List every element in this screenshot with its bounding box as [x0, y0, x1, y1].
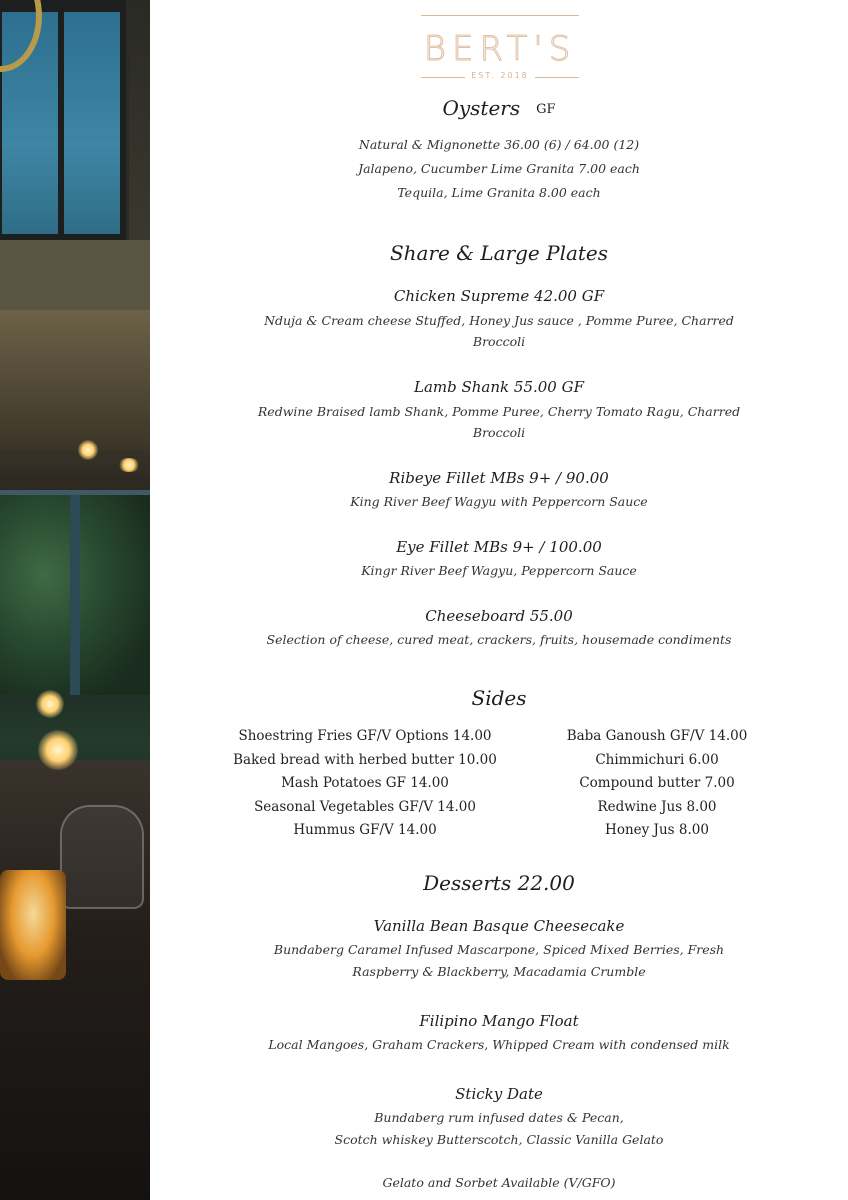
- dessert-name: Sticky Date: [455, 1085, 543, 1103]
- menu-item-name: Ribeye Fillet MBs 9+ / 90.00: [389, 469, 609, 487]
- menu-item-desc: Redwine Braised lamb Shank, Pomme Puree, Cherry Tomato Ragu, Charred: [257, 404, 741, 419]
- share-heading: Share & Large Plates: [389, 241, 609, 265]
- sides-left-column: [230, 726, 500, 844]
- menu-item-desc: Broccoli: [472, 334, 526, 349]
- restaurant-photo: [0, 0, 150, 1200]
- side-item: Shoestring Fries GF/V Options 14.00: [238, 728, 492, 744]
- side-item: Mash Potatoes GF 14.00: [281, 775, 449, 792]
- logo-established: EST. 2018: [471, 71, 529, 80]
- dessert-name: Vanilla Bean Basque Cheesecake: [373, 917, 625, 935]
- desserts-heading: Desserts 22.00: [423, 871, 575, 895]
- berts-logo: [421, 15, 579, 83]
- menu: [150, 0, 848, 1200]
- side-item: Baba Ganoush GF/V 14.00: [566, 728, 748, 744]
- side-item: Honey Jus 8.00: [605, 822, 709, 839]
- sides-heading: Sides: [471, 686, 527, 710]
- menu-item-name: Chicken Supreme 42.00 GF: [393, 287, 605, 305]
- desserts-footer-note: Gelato and Sorbet Available (V/GFO): [382, 1175, 616, 1190]
- side-item: Compound butter 7.00: [579, 775, 735, 792]
- side-item: Baked bread with herbed butter 10.00: [233, 751, 497, 768]
- oysters-heading: Oysters GF: [442, 96, 556, 120]
- menu-item-name: Cheeseboard 55.00: [425, 607, 573, 625]
- menu-item-desc: King River Beef Wagyu with Peppercorn Sauce: [350, 494, 648, 509]
- dessert-desc: Raspberry & Blackberry, Macadamia Crumble: [352, 964, 646, 979]
- menu-item-name: Eye Fillet MBs 9+ / 100.00: [396, 538, 602, 556]
- oyster-item: Natural & Mignonette 36.00 (6) / 64.00 (12): [358, 137, 640, 152]
- dessert-desc: Scotch whiskey Butterscotch, Classic Vanilla Gelato: [334, 1132, 664, 1147]
- candle: [0, 870, 66, 980]
- side-item: Chimmichuri 6.00: [595, 751, 719, 768]
- side-item: Redwine Jus 8.00: [597, 798, 717, 815]
- dessert-desc: Local Mangoes, Graham Crackers, Whipped Cream with condensed milk: [268, 1037, 730, 1052]
- dessert-desc: Bundaberg rum infused dates & Pecan,: [374, 1110, 624, 1125]
- sides-right-column: [557, 726, 757, 844]
- logo-name: BERT'S: [423, 29, 577, 69]
- oysters-gf-tag: GF: [536, 102, 556, 117]
- side-item: Hummus GF/V 14.00: [293, 822, 437, 839]
- oyster-item: Jalapeno, Cucumber Lime Granita 7.00 each: [358, 161, 640, 176]
- side-item: Seasonal Vegetables GF/V 14.00: [254, 798, 476, 815]
- menu-item-desc: Nduja & Cream cheese Stuffed, Honey Jus sauce , Pomme Puree, Charred: [264, 313, 734, 328]
- menu-item-desc: Selection of cheese, cured meat, crackers, fruits, housemade condiments: [266, 632, 732, 647]
- menu-item-desc: Broccoli: [472, 425, 526, 440]
- menu-item-name: Lamb Shank 55.00 GF: [414, 378, 584, 396]
- dessert-name: Filipino Mango Float: [419, 1012, 579, 1030]
- menu-item-desc: Kingr River Beef Wagyu, Peppercorn Sauce: [361, 563, 637, 578]
- dessert-desc: Bundaberg Caramel Infused Mascarpone, Spiced Mixed Berries, Fresh: [273, 942, 725, 957]
- oyster-item: Tequila, Lime Granita 8.00 each: [397, 185, 601, 200]
